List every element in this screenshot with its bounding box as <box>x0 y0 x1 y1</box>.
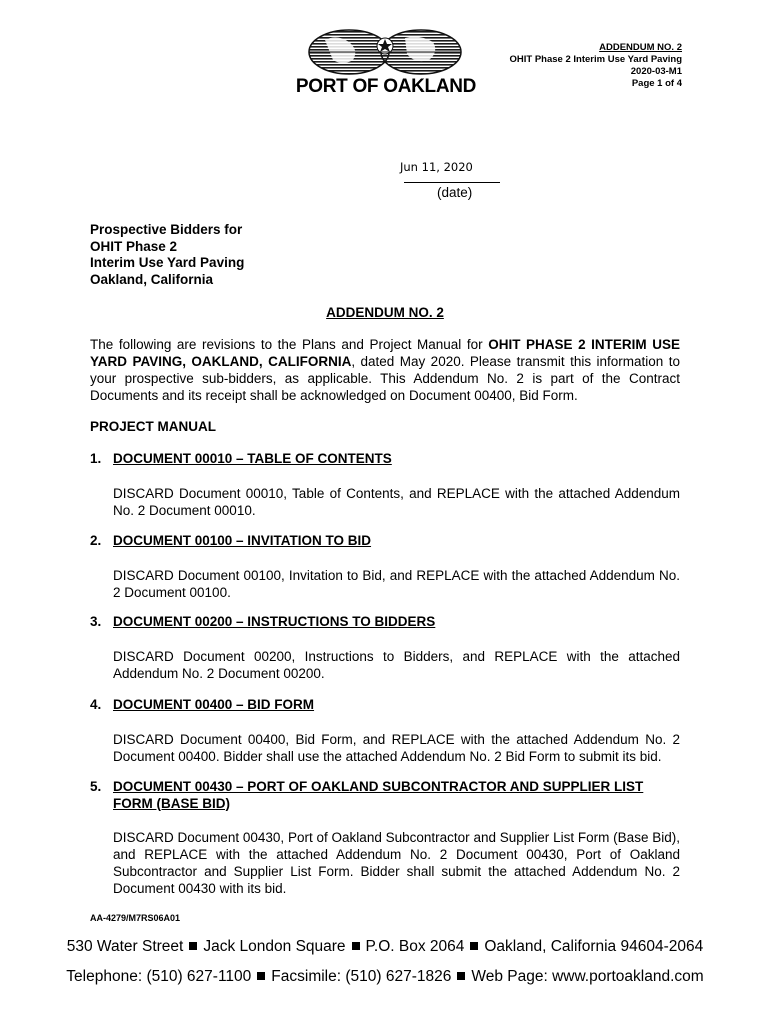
recipient-line: Oakland, California <box>90 271 214 287</box>
item-number: 1. <box>90 451 102 466</box>
globe-emblem-icon <box>305 28 465 76</box>
document-code: 2020-03-M1 <box>630 66 682 77</box>
address-street: 530 Water Street <box>66 938 184 955</box>
square-bullet-icon <box>457 972 465 980</box>
address-city: Oakland, California 94604-2064 <box>484 938 704 955</box>
document-title: ADDENDUM NO. 2 <box>326 305 444 320</box>
footer-address <box>0 938 770 956</box>
intro-paragraph <box>90 336 680 404</box>
project-name: OHIT Phase 2 Interim Use Yard Paving <box>509 54 682 65</box>
item-title: DOCUMENT 00430 – PORT OF OAKLAND SUBCONTRACTOR AND SUPPLIER LIST FORM (BASE BID) <box>113 779 644 811</box>
port-of-oakland-logo <box>289 28 483 100</box>
date-value: Jun 11, 2020 <box>400 160 473 174</box>
date-underline <box>404 182 500 183</box>
item-number: 3. <box>90 614 102 629</box>
list-item <box>90 614 680 682</box>
list-item <box>90 697 680 765</box>
address-po-box: P.O. Box 2064 <box>365 938 465 955</box>
item-text: DISCARD Document 00200, Instructions to Bidders, and REPLACE with the attached Addendum No. 2 Document 00200. <box>113 648 680 681</box>
recipient-line: Prospective Bidders for <box>90 222 243 237</box>
footer-code: AA-4279/M7RS06A01 <box>90 913 181 923</box>
list-item <box>90 779 680 897</box>
item-number: 2. <box>90 533 102 548</box>
intro-text: The following are revisions to the Plans and Project Manual for <box>90 337 489 352</box>
recipients-block <box>90 222 244 288</box>
item-number: 4. <box>90 697 102 712</box>
square-bullet-icon <box>352 942 360 950</box>
item-text: DISCARD Document 00100, Invitation to Bid, and REPLACE with the attached Addendum No. 2 Document 00100. <box>113 567 680 600</box>
logo-wordmark: PORT OF OAKLAND <box>295 76 477 97</box>
telephone: Telephone: (510) 627-1100 <box>66 968 252 985</box>
recipient-line: Interim Use Yard Paving <box>90 255 245 270</box>
intro-text: , dated May 2020. Please transmit this information to your prospective sub-bidders, as applicable. This Addendum No. 2 is part of the Contract Documents and its receipt shall be acknowledged on Document 00400, Bid Form. <box>90 354 680 403</box>
list-item <box>90 451 680 519</box>
item-title: DOCUMENT 00400 – BID FORM <box>113 697 315 712</box>
item-title: DOCUMENT 00200 – INSTRUCTIONS TO BIDDERS <box>113 614 436 629</box>
item-text: DISCARD Document 00010, Table of Contents, and REPLACE with the attached Addendum No. 2 Document 00010. <box>113 485 680 518</box>
facsimile: Facsimile: (510) 627-1826 <box>271 968 452 985</box>
item-number: 5. <box>90 779 102 794</box>
footer-contact <box>0 968 770 986</box>
page-number: Page 1 of 4 <box>631 78 682 89</box>
document-header-info <box>510 42 682 90</box>
square-bullet-icon <box>470 942 478 950</box>
square-bullet-icon <box>189 942 197 950</box>
intro-project-title: OHIT PHASE 2 INTERIM USE YARD PAVING, OAKLAND, CALIFORNIA <box>90 337 680 369</box>
section-heading: PROJECT MANUAL <box>90 419 217 434</box>
date-label: (date) <box>437 185 473 200</box>
item-title: DOCUMENT 00010 – TABLE OF CONTENTS <box>113 451 392 466</box>
recipient-line: OHIT Phase 2 <box>90 238 178 254</box>
date-block <box>395 160 515 200</box>
list-item <box>90 533 680 601</box>
item-title: DOCUMENT 00100 – INVITATION TO BID <box>113 533 372 548</box>
item-text: DISCARD Document 00430, Port of Oakland Subcontractor and Supplier List Form (Base Bid), and REPLACE with the attached Addendum No. 2 Document 00430, Port of Oakland Subcontractor and Supplier List Form. Bidder shall submit the attached Addendum No. 2 Document 00430 with its bid. <box>113 830 680 896</box>
address-square: Jack London Square <box>203 938 346 955</box>
item-text: DISCARD Document 00400, Bid Form, and REPLACE with the attached Addendum No. 2 Document 00400. Bidder shall use the attached Addendum No. 2 Bid Form to submit its bid. <box>113 731 680 764</box>
web-page: Web Page: www.portoakland.com <box>471 968 704 985</box>
addendum-label: ADDENDUM NO. 2 <box>599 42 682 53</box>
square-bullet-icon <box>257 972 265 980</box>
